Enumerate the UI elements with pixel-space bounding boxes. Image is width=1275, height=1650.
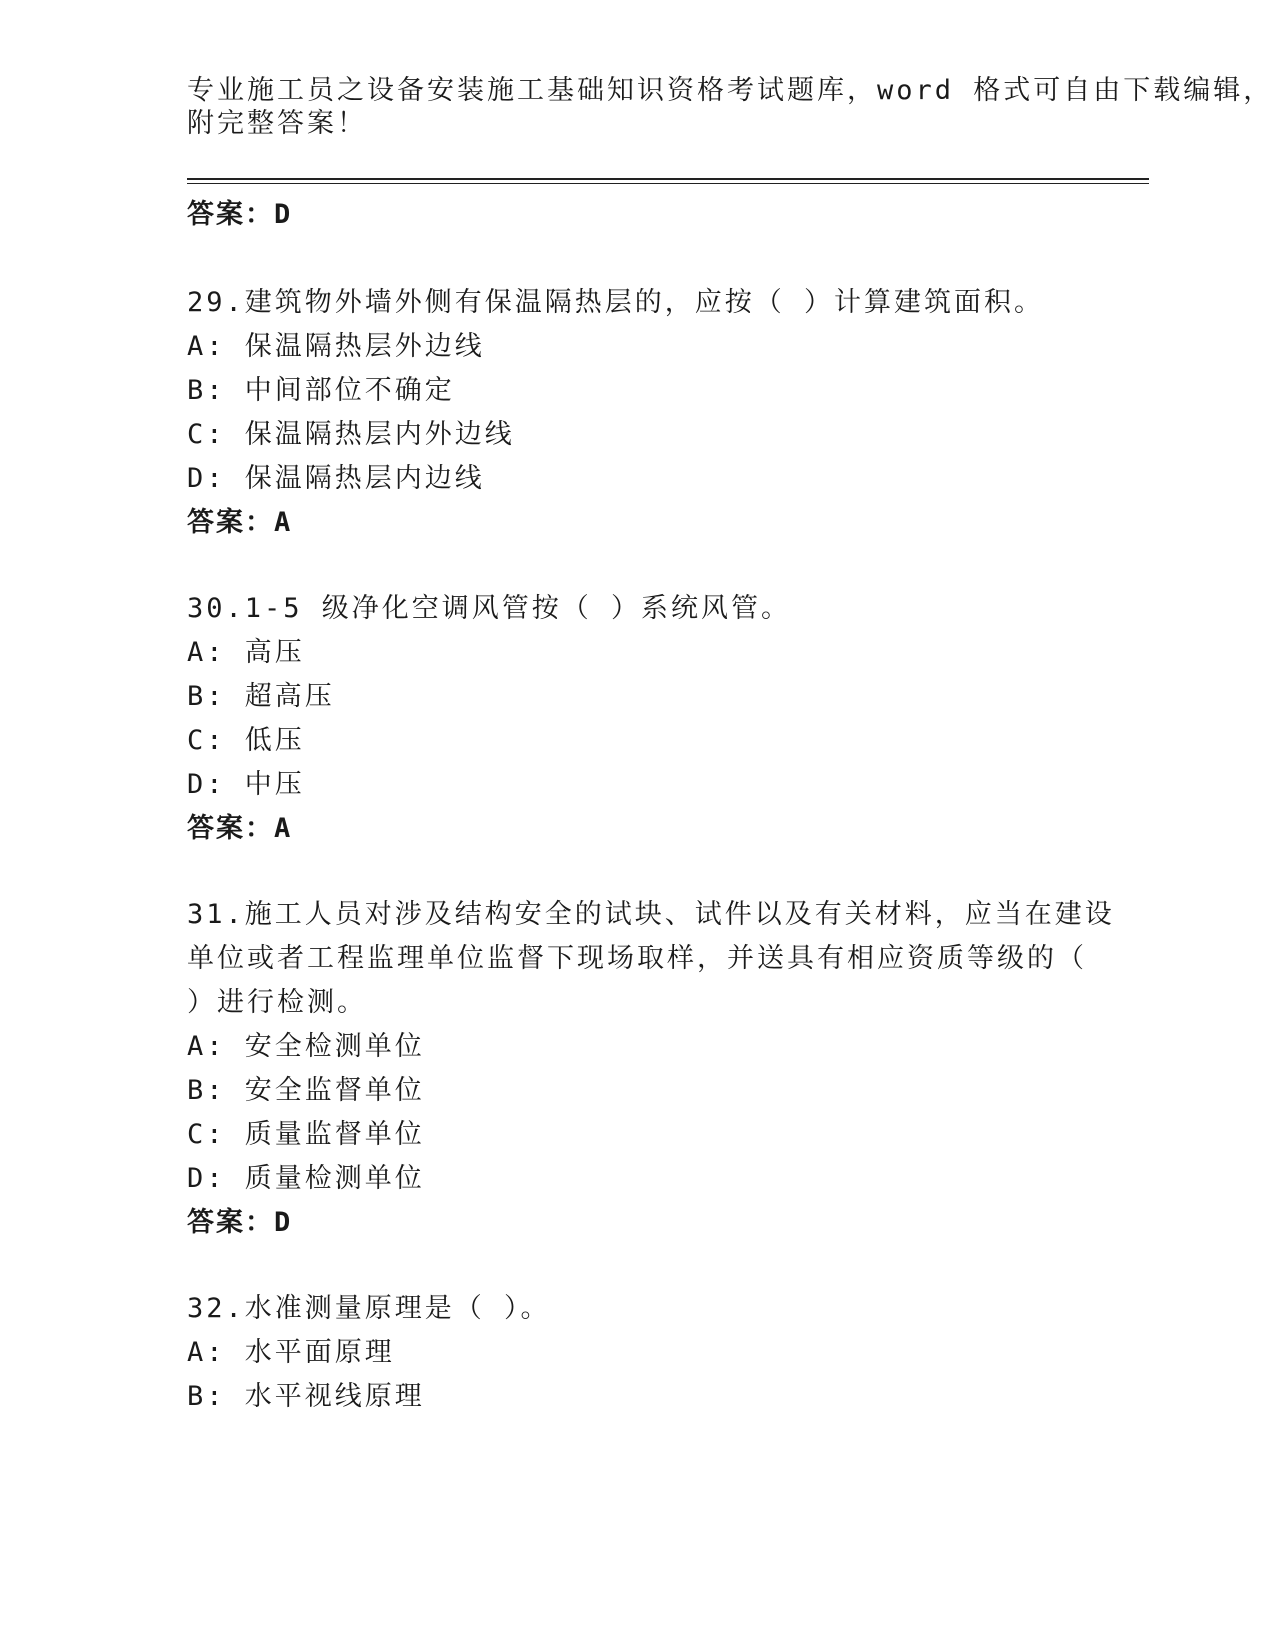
option-b: B: 中间部位不确定 (187, 375, 455, 406)
question-stem: 29.建筑物外墙外侧有保温隔热层的，应按（ ）计算建筑面积。 (187, 287, 1045, 318)
answer-line: 答案：D (187, 1207, 293, 1238)
option-a: A: 安全检测单位 (187, 1031, 425, 1062)
answer-line: 答案：A (187, 813, 293, 844)
option-a: A: 保温隔热层外边线 (187, 331, 485, 362)
option-d: D: 质量检测单位 (187, 1163, 425, 1194)
answer-line: 答案：D (187, 199, 293, 230)
question-stem: 31.施工人员对涉及结构安全的试块、试件以及有关材料，应当在建设 (187, 899, 1115, 930)
header-rule-thin (187, 183, 1149, 184)
option-b: B: 超高压 (187, 681, 335, 712)
option-a: A: 高压 (187, 637, 305, 668)
document-header (187, 74, 1274, 140)
option-c: C: 保温隔热层内外边线 (187, 419, 515, 450)
option-a: A: 水平面原理 (187, 1337, 395, 1368)
option-d: D: 中压 (187, 769, 305, 800)
header-line-2: 附完整答案！ (187, 108, 367, 139)
question-stem: 32.水准测量原理是（ ）。 (187, 1293, 551, 1324)
option-b: B: 安全监督单位 (187, 1075, 425, 1106)
option-c: C: 质量监督单位 (187, 1119, 425, 1150)
question-stem: 30.1-5 级净化空调风管按（ ）系统风管。 (187, 593, 792, 624)
option-d: D: 保温隔热层内边线 (187, 463, 485, 494)
question-stem: 单位或者工程监理单位监督下现场取样，并送具有相应资质等级的（ (187, 943, 1087, 974)
answer-line: 答案：A (187, 507, 293, 538)
option-b: B: 水平视线原理 (187, 1381, 425, 1412)
option-c: C: 低压 (187, 725, 305, 756)
header-line-1: 专业施工员之设备安装施工基础知识资格考试题库，word 格式可自由下载编辑， (187, 75, 1274, 106)
header-rule-thick (187, 178, 1149, 180)
question-stem: ）进行检测。 (187, 987, 367, 1018)
